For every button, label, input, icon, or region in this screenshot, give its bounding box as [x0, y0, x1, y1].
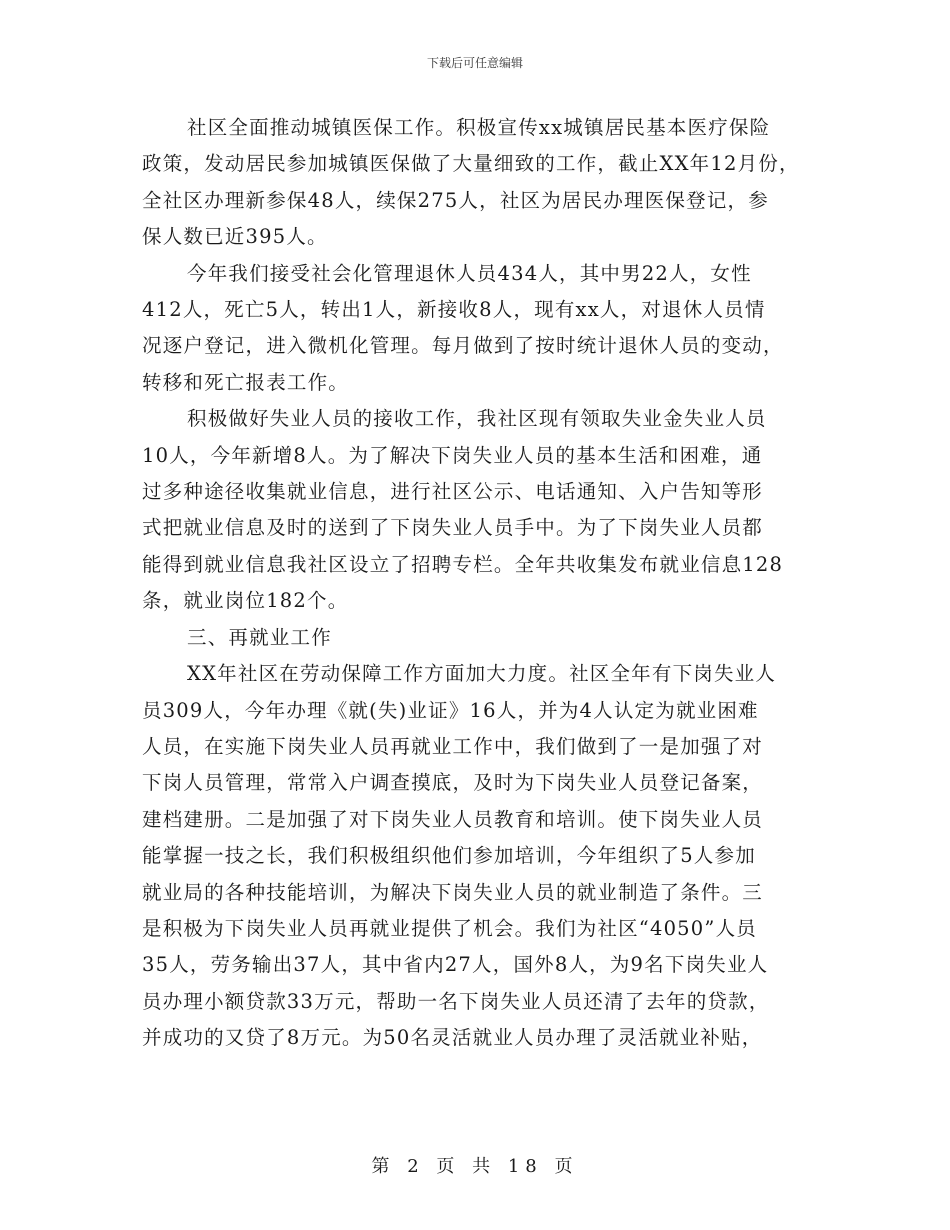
section-heading: 三、再就业工作 [187, 625, 332, 649]
text-line: 转移和死亡报表工作。 [142, 370, 350, 394]
text-line: 保人数已近395人。 [142, 225, 328, 249]
text-line: 35人，劳务输出37人，其中省内27人，国外8人，为9名下岗失业人 [142, 953, 769, 977]
text-line: 就业局的各种技能培训，为解决下岗失业人员的就业制造了条件。三 [142, 880, 764, 904]
text-line: 条，就业岗位182个。 [142, 589, 349, 613]
text-line: 员办理小额贷款33万元，帮助一名下岗失业人员还清了去年的贷款， [142, 989, 770, 1013]
text-line: 是积极为下岗失业人员再就业提供了机会。我们为社区“4050”人员 [142, 916, 757, 940]
document-body [142, 110, 822, 1057]
text-line: 员309人，今年办理《就(失)业证》16人，并为4人认定为就业困难 [142, 698, 759, 722]
text-line: 政策，发动居民参加城镇医保做了大量细致的工作，截止XX年12月份， [142, 152, 800, 176]
text-line: 10人，今年新增8人。为了解决下岗失业人员的基本生活和困难，通 [142, 443, 763, 467]
text-line: 建档建册。二是加强了对下岗失业人员教育和培训。使下岗失业人员 [142, 807, 764, 831]
text-line: 412人，死亡5人，转出1人，新接收8人，现有xx人，对退休人员情 [142, 298, 766, 322]
text-line: 能得到就业信息我社区设立了招聘专栏。全年共收集发布就业信息128 [142, 552, 784, 576]
text-line: XX年社区在劳动保障工作方面加大力度。社区全年有下岗失业人 [187, 662, 777, 686]
text-line: 全社区办理新参保48人，续保275人，社区为居民办理医保登记，参 [142, 188, 769, 212]
text-line: 人员，在实施下岗失业人员再就业工作中，我们做到了一是加强了对 [142, 734, 764, 758]
text-line: 过多种途径收集就业信息，进行社区公示、电话通知、入户告知等形 [142, 480, 764, 504]
text-line: 积极做好失业人员的接收工作，我社区现有领取失业金失业人员 [187, 407, 767, 431]
text-line: 式把就业信息及时的送到了下岗失业人员手中。为了下岗失业人员都 [142, 516, 764, 540]
page-number-footer: 第 2 页 共 18 页 [371, 1156, 579, 1177]
text-line: 社区全面推动城镇医保工作。积极宣传xx城镇居民基本医疗保险 [187, 116, 771, 139]
text-line: 并成功的又贷了8万元。为50名灵活就业人员办理了灵活就业补贴， [142, 1026, 763, 1050]
text-line: 今年我们接受社会化管理退休人员434人，其中男22人，女性 [187, 261, 752, 285]
text-line: 能掌握一技之长，我们积极组织他们参加培训，今年组织了5人参加 [142, 844, 756, 868]
text-line: 况逐户登记，进入微机化管理。每月做到了按时统计退休人员的变动， [142, 334, 784, 358]
text-line: 下岗人员管理，常常入户调查摸底，及时为下岗失业人员登记备案， [142, 771, 764, 795]
page-header-note: 下载后可任意编辑 [426, 56, 523, 70]
